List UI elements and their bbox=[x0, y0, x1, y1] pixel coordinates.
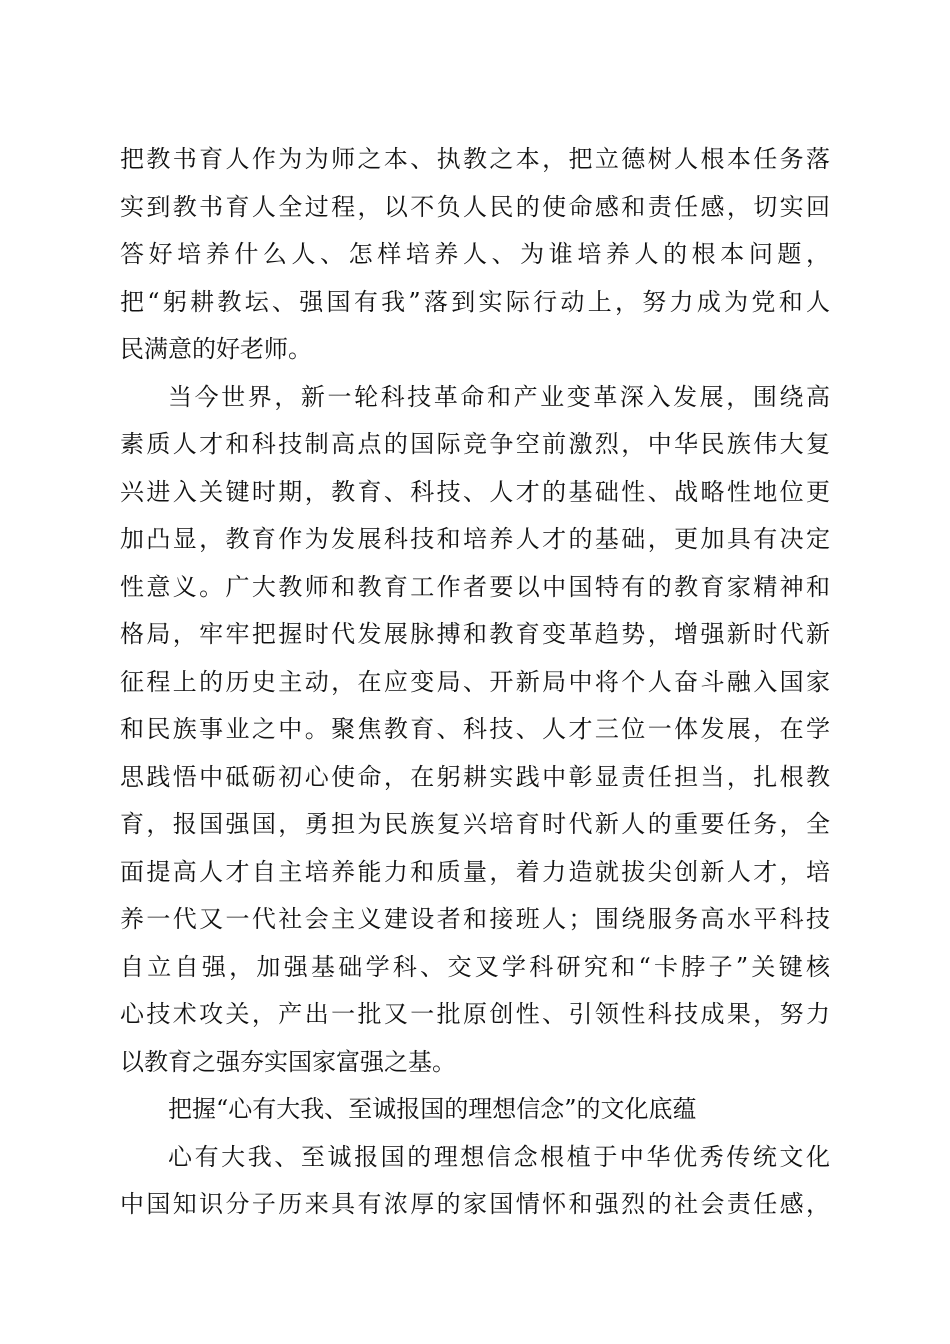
section-heading: 把握“心有大我、至诚报国的理想信念”的文化底蕴 bbox=[168, 1095, 697, 1123]
text-line: 加凸显，教育作为发展科技和培养人才的基础，更加具有决定 bbox=[120, 525, 830, 553]
text-line: 自立自强，加强基础学科、交叉学科研究和“卡脖子”关键核 bbox=[120, 952, 830, 981]
text-line: 面提高人才自主培养能力和质量，着力造就拔尖创新人才，培 bbox=[120, 857, 830, 886]
text-line: 育，报国强国，勇担为民族复兴培育时代新人的重要任务，全 bbox=[120, 810, 830, 838]
text-line: 兴进入关键时期，教育、科技、人才的基础性、战略性地位更 bbox=[120, 477, 830, 506]
body-text bbox=[120, 136, 830, 1229]
text-line: 把“躬耕教坛、强国有我”落到实际行动上，努力成为党和人 bbox=[120, 287, 830, 316]
text-line: 素质人才和科技制高点的国际竞争空前激烈，中华民族伟大复 bbox=[120, 430, 830, 458]
text-line: 心有大我、至诚报国的理想信念根植于中华优秀传统文化 bbox=[168, 1142, 830, 1171]
text-line: 心技术攻关，产出一批又一批原创性、引领性科技成果，努力 bbox=[120, 1000, 830, 1028]
text-line: 答好培养什么人、怎样培养人、为谁培养人的根本问题， bbox=[120, 240, 830, 268]
text-line: 养一代又一代社会主义建设者和接班人；围绕服务高水平科技 bbox=[120, 905, 830, 933]
text-line: 思践悟中砥砺初心使命，在躬耕实践中彰显责任担当，扎根教 bbox=[120, 762, 830, 791]
text-line: 以教育之强夯实国家富强之基。 bbox=[120, 1047, 456, 1076]
text-line: 性意义。广大教师和教育工作者要以中国特有的教育家精神和 bbox=[120, 572, 830, 601]
text-line: 征程上的历史主动，在应变局、开新局中将个人奋斗融入国家 bbox=[120, 667, 830, 696]
text-line: 实到教书育人全过程，以不负人民的使命感和责任感，切实回 bbox=[120, 192, 830, 221]
text-line: 当今世界，新一轮科技革命和产业变革深入发展，围绕高 bbox=[168, 382, 830, 411]
text-line: 把教书育人作为为师之本、执教之本，把立德树人根本任务落 bbox=[120, 145, 830, 173]
text-line: 格局，牢牢把握时代发展脉搏和教育变革趋势，增强新时代新 bbox=[120, 620, 830, 648]
text-line: 中国知识分子历来具有浓厚的家国情怀和强烈的社会责任感， bbox=[120, 1190, 830, 1218]
text-line: 和民族事业之中。聚焦教育、科技、人才三位一体发展，在学 bbox=[120, 715, 830, 743]
text-line: 民满意的好老师。 bbox=[120, 335, 312, 363]
